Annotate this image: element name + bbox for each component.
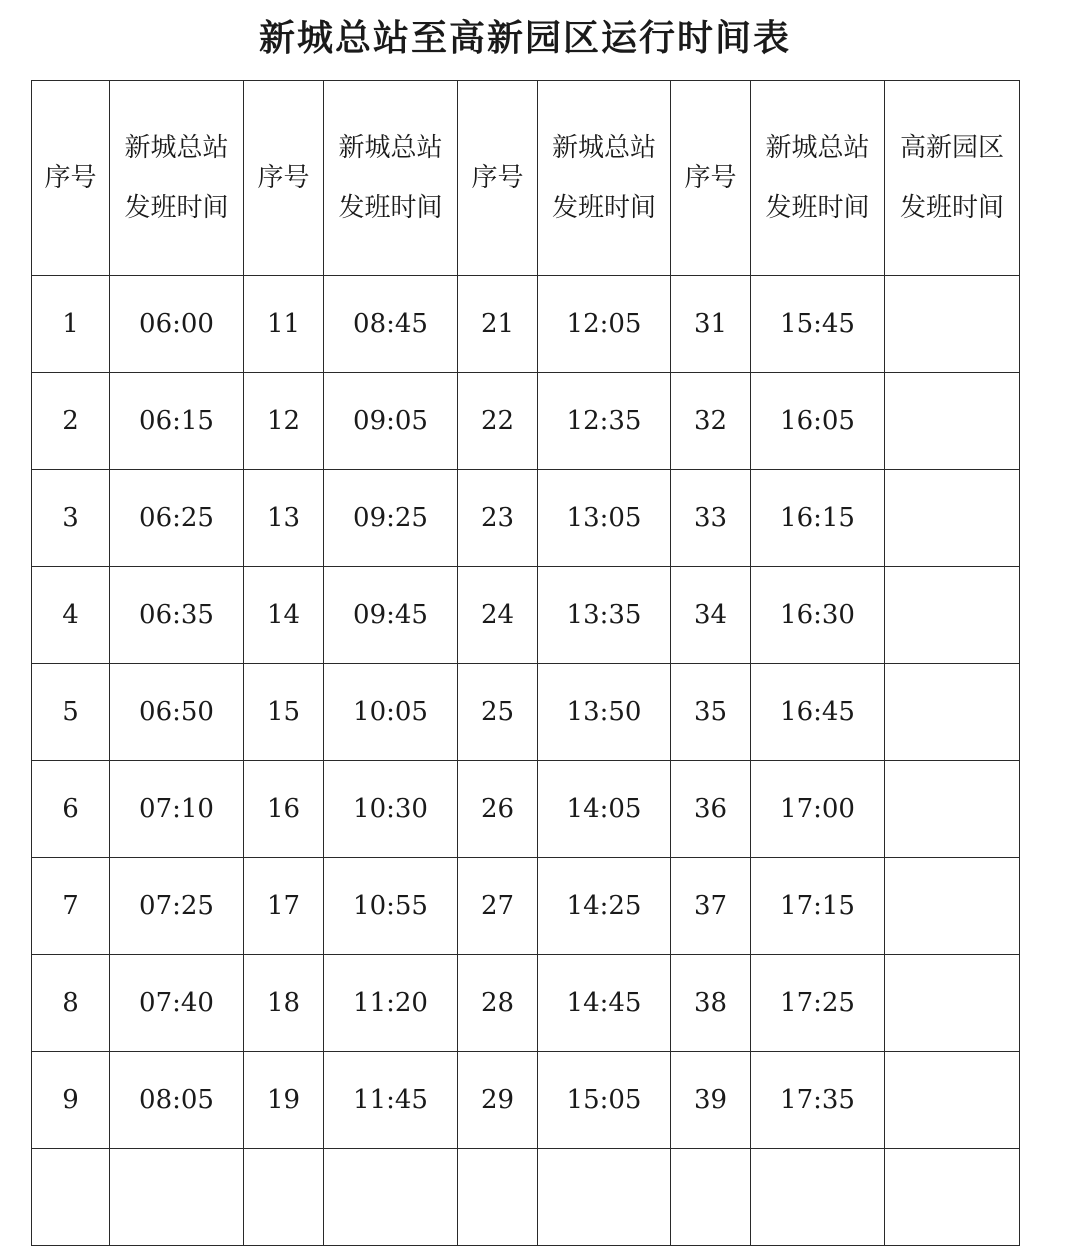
- table-row: [32, 955, 1020, 1052]
- time-cell: 15:05: [538, 1052, 671, 1149]
- time-cell: 07:10: [110, 761, 244, 858]
- seq-cell: 32: [671, 373, 751, 470]
- time-cell: 06:00: [110, 276, 244, 373]
- page-title: 新城总站至高新园区运行时间表: [258, 18, 791, 59]
- seq-cell: 39: [671, 1052, 751, 1149]
- time-cell: 16:05: [751, 373, 885, 470]
- time-cell: 06:50: [110, 664, 244, 761]
- header-xincheng-departure: 新城总站 发班时间: [110, 81, 244, 276]
- timetable: [31, 80, 1020, 1246]
- time-cell: 13:50: [538, 664, 671, 761]
- seq-cell: 22: [458, 373, 538, 470]
- time-cell: 06:15: [110, 373, 244, 470]
- seq-cell: 4: [32, 567, 110, 664]
- table-row: [32, 567, 1020, 664]
- seq-cell: 16: [244, 761, 324, 858]
- header-seq: 序号: [244, 81, 324, 276]
- time-cell: 17:35: [751, 1052, 885, 1149]
- seq-cell: 6: [32, 761, 110, 858]
- seq-cell: 11: [244, 276, 324, 373]
- seq-cell: 12: [244, 373, 324, 470]
- time-cell: 17:15: [751, 858, 885, 955]
- header-seq: 序号: [671, 81, 751, 276]
- time-cell: 08:05: [110, 1052, 244, 1149]
- gaoxin-time-cell: [885, 1052, 1020, 1149]
- seq-cell: 13: [244, 470, 324, 567]
- header-xincheng-departure: 新城总站 发班时间: [538, 81, 671, 276]
- time-cell: 08:45: [324, 276, 458, 373]
- empty-cell: [885, 1149, 1020, 1246]
- time-cell: 09:25: [324, 470, 458, 567]
- seq-cell: 9: [32, 1052, 110, 1149]
- time-cell: 17:25: [751, 955, 885, 1052]
- seq-cell: 27: [458, 858, 538, 955]
- time-cell: 14:05: [538, 761, 671, 858]
- seq-cell: 33: [671, 470, 751, 567]
- time-cell: 11:45: [324, 1052, 458, 1149]
- gaoxin-time-cell: [885, 664, 1020, 761]
- seq-cell: 3: [32, 470, 110, 567]
- seq-cell: 25: [458, 664, 538, 761]
- time-cell: 10:55: [324, 858, 458, 955]
- header-seq: 序号: [458, 81, 538, 276]
- empty-cell: [32, 1149, 110, 1246]
- header-xincheng-departure: 新城总站 发班时间: [751, 81, 885, 276]
- time-cell: 16:15: [751, 470, 885, 567]
- gaoxin-time-cell: [885, 858, 1020, 955]
- empty-cell: [110, 1149, 244, 1246]
- seq-cell: 24: [458, 567, 538, 664]
- empty-cell: [671, 1149, 751, 1246]
- gaoxin-time-cell: [885, 955, 1020, 1052]
- time-cell: 12:35: [538, 373, 671, 470]
- time-cell: 12:05: [538, 276, 671, 373]
- empty-cell: [324, 1149, 458, 1246]
- gaoxin-time-cell: [885, 761, 1020, 858]
- empty-cell: [538, 1149, 671, 1246]
- timetable-body: [32, 276, 1020, 1246]
- seq-cell: 1: [32, 276, 110, 373]
- time-cell: 15:45: [751, 276, 885, 373]
- gaoxin-time-cell: [885, 276, 1020, 373]
- seq-cell: 18: [244, 955, 324, 1052]
- seq-cell: 21: [458, 276, 538, 373]
- table-row-partial: [32, 1149, 1020, 1246]
- table-row: [32, 373, 1020, 470]
- table-row: [32, 470, 1020, 567]
- seq-cell: 15: [244, 664, 324, 761]
- time-cell: 13:35: [538, 567, 671, 664]
- header-row: [32, 81, 1020, 276]
- seq-cell: 31: [671, 276, 751, 373]
- time-cell: 10:05: [324, 664, 458, 761]
- seq-cell: 38: [671, 955, 751, 1052]
- seq-cell: 7: [32, 858, 110, 955]
- seq-cell: 29: [458, 1052, 538, 1149]
- seq-cell: 2: [32, 373, 110, 470]
- table-row: [32, 276, 1020, 373]
- seq-cell: 23: [458, 470, 538, 567]
- seq-cell: 8: [32, 955, 110, 1052]
- time-cell: 07:25: [110, 858, 244, 955]
- time-cell: 14:25: [538, 858, 671, 955]
- gaoxin-time-cell: [885, 470, 1020, 567]
- table-row: [32, 761, 1020, 858]
- table-row: [32, 858, 1020, 955]
- seq-cell: 28: [458, 955, 538, 1052]
- time-cell: 06:35: [110, 567, 244, 664]
- time-cell: 11:20: [324, 955, 458, 1052]
- time-cell: 09:45: [324, 567, 458, 664]
- header-seq: 序号: [32, 81, 110, 276]
- table-row: [32, 664, 1020, 761]
- time-cell: 13:05: [538, 470, 671, 567]
- time-cell: 16:45: [751, 664, 885, 761]
- time-cell: 07:40: [110, 955, 244, 1052]
- seq-cell: 36: [671, 761, 751, 858]
- time-cell: 09:05: [324, 373, 458, 470]
- time-cell: 16:30: [751, 567, 885, 664]
- time-cell: 14:45: [538, 955, 671, 1052]
- table-row: [32, 1052, 1020, 1149]
- empty-cell: [458, 1149, 538, 1246]
- seq-cell: 19: [244, 1052, 324, 1149]
- seq-cell: 34: [671, 567, 751, 664]
- seq-cell: 14: [244, 567, 324, 664]
- time-cell: 17:00: [751, 761, 885, 858]
- time-cell: 10:30: [324, 761, 458, 858]
- seq-cell: 26: [458, 761, 538, 858]
- seq-cell: 5: [32, 664, 110, 761]
- empty-cell: [751, 1149, 885, 1246]
- header-xincheng-departure: 新城总站 发班时间: [324, 81, 458, 276]
- seq-cell: 37: [671, 858, 751, 955]
- time-cell: 06:25: [110, 470, 244, 567]
- seq-cell: 35: [671, 664, 751, 761]
- gaoxin-time-cell: [885, 567, 1020, 664]
- header-gaoxin-departure: 高新园区 发班时间: [885, 81, 1020, 276]
- empty-cell: [244, 1149, 324, 1246]
- seq-cell: 17: [244, 858, 324, 955]
- gaoxin-time-cell: [885, 373, 1020, 470]
